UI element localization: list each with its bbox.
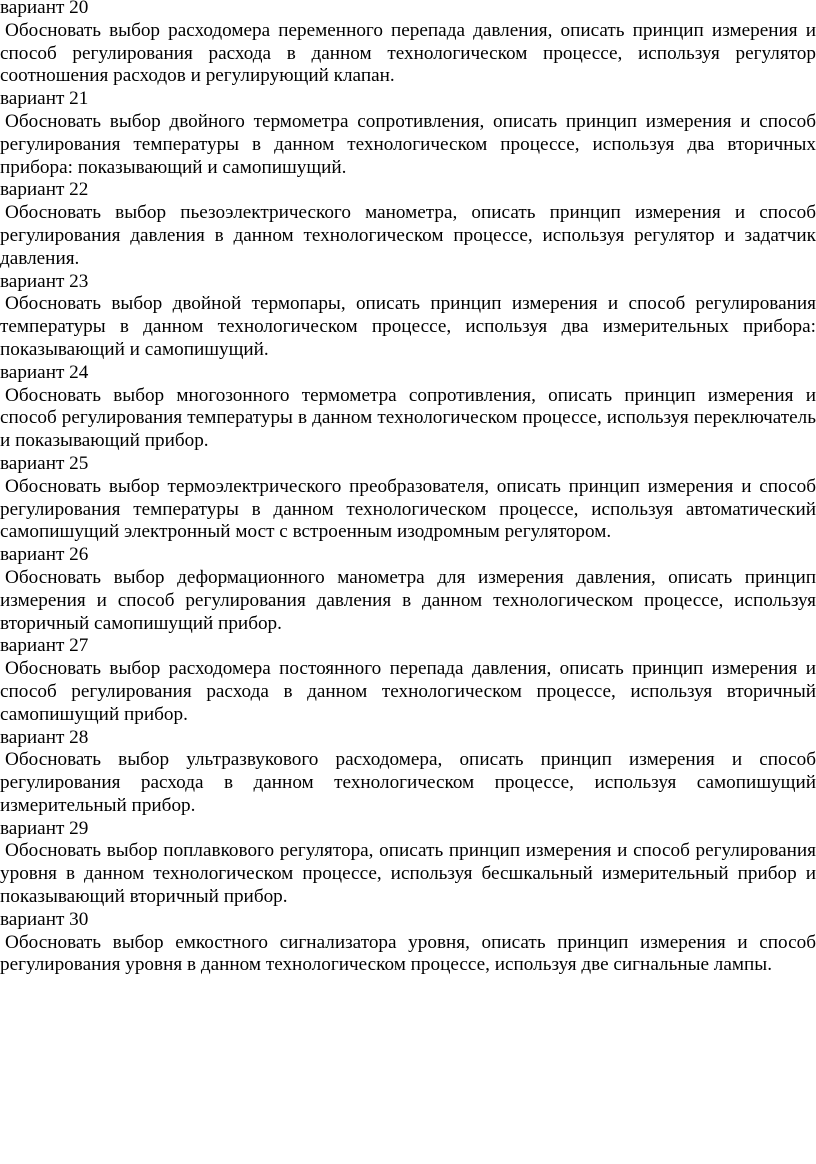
variant-title: вариант 29: [0, 817, 89, 839]
variant-title: вариант 22: [0, 179, 89, 201]
variant-text: Обосновать выбор двойной термопары, описать принцип измерения и способ регулирования температуры в данном технологическом процессе, используя два измерительных прибора: показывающий и самопишущий.: [0, 293, 816, 360]
variant-text: Обосновать выбор ультразвукового расходомера, описать принцип измерения и способ регулирования расхода в данном технологическом процессе, используя самопишущий измерительный прибор.: [0, 749, 816, 816]
variant-title: вариант 24: [0, 361, 89, 383]
variant-text: Обосновать выбор поплавкового регулятора, описать принцип измерения и способ регулирования уровня в данном технологическом процессе, используя бесшкальный измерительный прибор и показывающий вторичный прибор.: [0, 840, 816, 908]
variant-20: [0, 0, 816, 88]
variant-text: Обосновать выбор двойного термометра сопротивления, описать принцип измерения и способ регулирования температуры в данном технологическом процессе, используя два вторичных прибора: показывающий и самопишущий.: [0, 110, 816, 178]
variant-text: Обосновать выбор расходомера переменного перепада давления, описать принцип измерения и способ регулирования расхода в данном технологическом процессе, используя регулятор соотношения расходов и регулирующий клапан.: [0, 19, 816, 87]
variant-30: [0, 909, 816, 977]
variant-29: [0, 818, 816, 909]
variant-24: [0, 362, 816, 453]
variant-28: [0, 727, 816, 818]
variant-27: [0, 635, 816, 726]
variant-title: вариант 27: [0, 635, 89, 657]
variant-text: Обосновать выбор многозонного термометра сопротивления, описать принцип измерения и способ регулирования температуры в данном технологическом процессе, используя переключатель и показывающий прибор.: [0, 384, 816, 452]
variant-text: Обосновать выбор пьезоэлектрического манометра, описать принцип измерения и способ регулирования давления в данном технологическом процессе, используя регулятор и задатчик давления.: [0, 202, 816, 269]
variant-25: [0, 453, 816, 544]
variant-title: вариант 30: [0, 908, 89, 930]
variant-text: Обосновать выбор расходомера постоянного перепада давления, описать принцип измерения и способ регулирования расхода в данном технологическом процессе, используя вторичный самопишущий прибор.: [0, 658, 816, 725]
variant-title: вариант 25: [0, 452, 89, 474]
variant-text: Обосновать выбор деформационного манометра для измерения давления, описать принцип измерения и способ регулирования давления в данном технологическом процессе, используя вторичный самопишущий прибор.: [0, 566, 816, 634]
variant-title: вариант 23: [0, 270, 89, 292]
variant-23: [0, 271, 816, 362]
variant-text: Обосновать выбор емкостного сигнализатора уровня, описать принцип измерения и способ регулирования уровня в данном технологическом процессе, используя две сигнальные лампы.: [0, 931, 816, 976]
variant-text: Обосновать выбор термоэлектрического преобразователя, описать принцип измерения и способ регулирования температуры в данном технологическом процессе, используя автоматический самопишущий электронный мост с встроенным изодромным регулятором.: [0, 475, 816, 543]
variant-title: вариант 20: [0, 0, 89, 18]
variant-title: вариант 26: [0, 544, 89, 566]
variant-21: [0, 88, 816, 179]
variant-title: вариант 28: [0, 726, 89, 748]
variant-22: [0, 179, 816, 270]
variant-title: вариант 21: [0, 88, 89, 110]
variant-26: [0, 544, 816, 635]
